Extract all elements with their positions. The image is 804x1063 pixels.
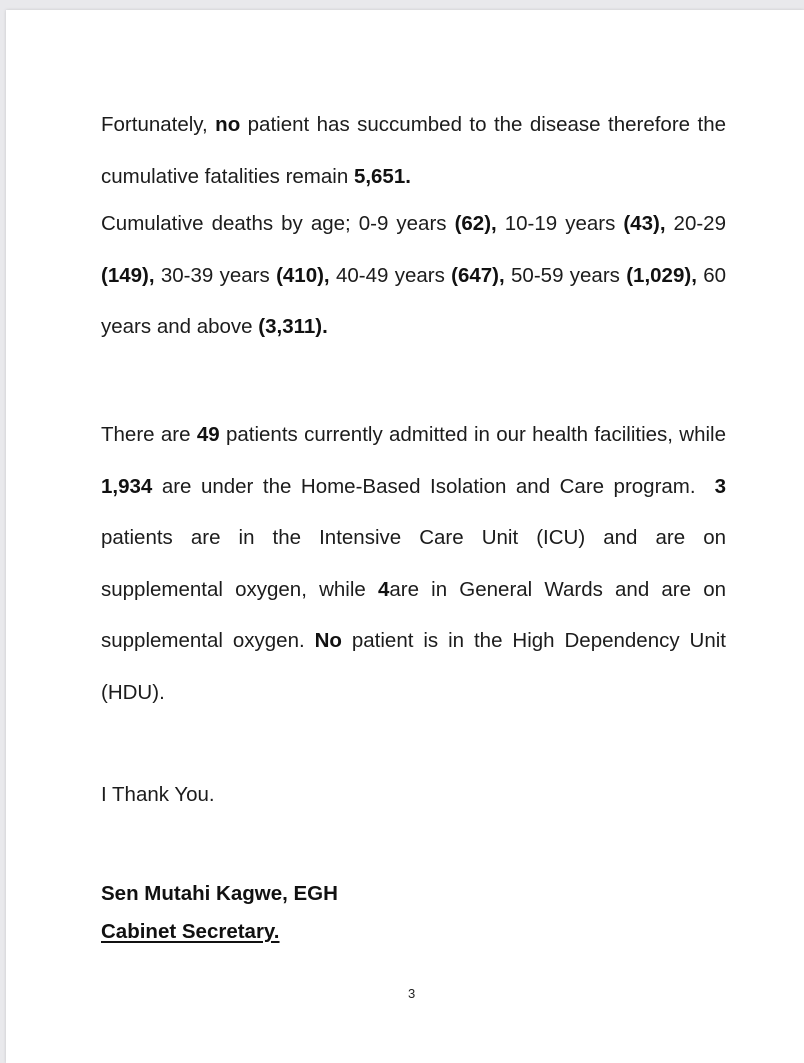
age-10-19-deaths: (43), xyxy=(623,212,666,236)
closing-text: I Thank You. xyxy=(101,783,215,806)
admissions-paragraph xyxy=(101,409,726,719)
text-span: patient is in the High Dependency Unit (HDU). xyxy=(101,629,726,704)
fatalities-summary xyxy=(101,99,726,202)
text-span: 20-29 xyxy=(665,212,726,236)
admitted-count: 49 xyxy=(196,423,220,446)
document-page xyxy=(6,10,804,1063)
bold-no-hdu: No xyxy=(314,629,342,653)
signatory-name: Sen Mutahi Kagwe, EGH xyxy=(101,882,338,905)
fatalities-paragraph xyxy=(101,99,726,353)
text-span: patient has succumbed to the disease therefore the cumulative fatalities remain xyxy=(101,113,726,188)
text-span: 60 years and above xyxy=(101,263,727,339)
text-span: There are xyxy=(101,423,197,446)
text-span: 50-59 years xyxy=(504,263,627,287)
age-20-29-deaths: (149), xyxy=(101,263,155,287)
admissions-text xyxy=(101,409,726,719)
text-span: patients are in the Intensive Care Unit (ICU) and are on supplemental oxygen, while xyxy=(101,526,726,601)
text-span: are in General Wards and are on supplemental oxygen. xyxy=(101,577,726,653)
age-30-39-deaths: (410), xyxy=(276,263,330,287)
general-ward-count: 4 xyxy=(377,577,390,601)
deaths-by-age xyxy=(101,198,726,353)
home-isolation-count: 1,934 xyxy=(101,474,153,498)
icu-count: 3 xyxy=(714,474,726,498)
cumulative-fatalities-value: 5,651. xyxy=(353,164,411,188)
text-span: 30-39 years xyxy=(154,263,277,287)
text-span: are under the Home-Based Isolation and Care program. xyxy=(152,474,715,498)
signatory-title: Cabinet Secretary. xyxy=(101,920,280,943)
age-50-59-deaths: (1,029), xyxy=(626,263,697,287)
page-number: 3 xyxy=(408,986,416,1001)
age-40-49-deaths: (647), xyxy=(451,263,505,287)
closing-remark xyxy=(101,769,726,821)
age-60-plus-deaths: (3,311). xyxy=(258,315,328,339)
text-span: Fortunately, xyxy=(101,113,216,136)
bold-no: no xyxy=(215,113,241,136)
text-span: 40-49 years xyxy=(329,263,452,287)
text-span: 10-19 years xyxy=(496,212,624,236)
text-span: patients currently admitted in our health facilities, while xyxy=(219,423,726,446)
age-0-9-deaths: (62), xyxy=(454,212,497,236)
text-span: Cumulative deaths by age; 0-9 years xyxy=(101,212,455,236)
